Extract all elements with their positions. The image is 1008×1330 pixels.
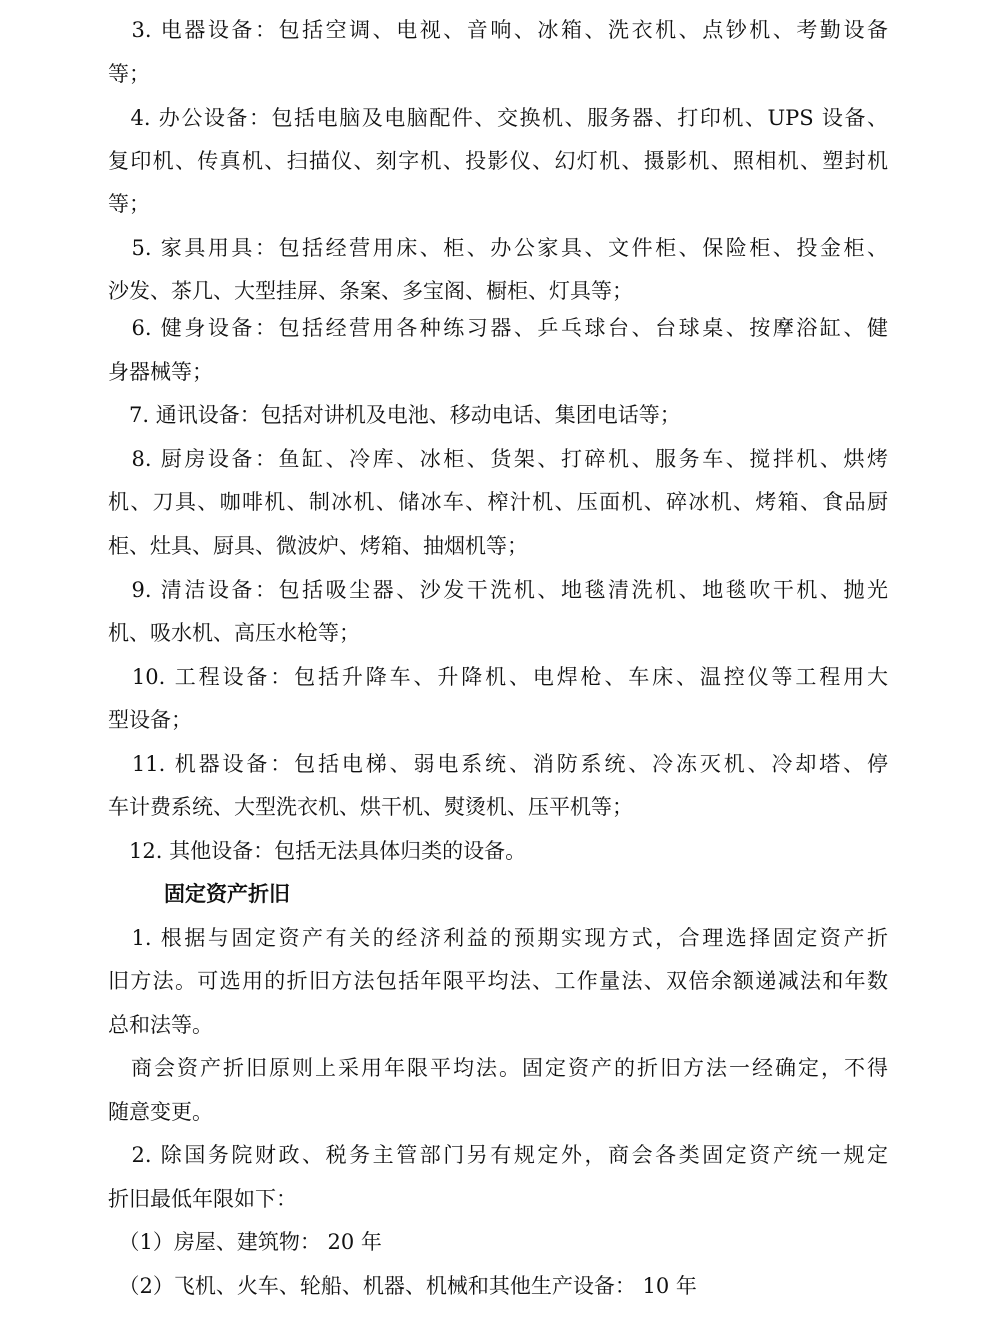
dep-p3-line-2: 折旧最低年限如下：	[108, 1187, 297, 1211]
item-8-line-1: 8. 厨房设备：鱼缸、冷库、冰柜、货架、打碎机、服务车、搅拌机、烘烤	[108, 447, 888, 471]
item-9-line-1: 9. 清洁设备：包括吸尘器、沙发干洗机、地毯清洗机、地毯吹干机、抛光	[108, 578, 888, 602]
item-5-line-2: 沙发、茶几、大型挂屏、条案、多宝阁、橱柜、灯具等；	[108, 279, 633, 303]
section-heading: 固定资产折旧	[164, 882, 290, 906]
item-10-line-2: 型设备；	[108, 708, 192, 732]
item-7-line-1: 7. 通讯设备：包括对讲机及电池、移动电话、集团电话等；	[108, 403, 681, 427]
dep-p2-line-2: 随意变更。	[108, 1100, 213, 1124]
item-5-line-1: 5. 家具用具：包括经营用床、柜、办公家具、文件柜、保险柜、投金柜、	[108, 236, 888, 260]
dep-p1-line-3: 总和法等。	[108, 1013, 213, 1037]
dep-rule-2: （2）飞机、火车、轮船、机器、机械和其他生产设备： 10 年	[108, 1274, 697, 1298]
dep-p1-line-1: 1. 根据与固定资产有关的经济利益的预期实现方式，合理选择固定资产折	[108, 926, 888, 950]
item-8-line-2: 机、刀具、咖啡机、制冰机、储冰车、榨汁机、压面机、碎冰机、烤箱、食品厨	[108, 490, 888, 514]
item-3-line-1: 3. 电器设备：包括空调、电视、音响、冰箱、洗衣机、点钞机、考勤设备	[108, 18, 888, 42]
item-10-line-1: 10. 工程设备：包括升降车、升降机、电焊枪、车床、温控仪等工程用大	[108, 665, 888, 689]
dep-p1-line-2: 旧方法。可选用的折旧方法包括年限平均法、工作量法、双倍余额递减法和年数	[108, 969, 888, 993]
item-8-line-3: 柜、灶具、厨具、微波炉、烤箱、抽烟机等；	[108, 534, 528, 558]
item-4-line-1: 4. 办公设备：包括电脑及电脑配件、交换机、服务器、打印机、UPS 设备、	[108, 106, 888, 130]
item-11-line-1: 11. 机器设备：包括电梯、弱电系统、消防系统、冷冻灭机、冷却塔、停	[108, 752, 888, 776]
dep-rule-1: （1）房屋、建筑物： 20 年	[108, 1230, 382, 1254]
item-4-line-2: 复印机、传真机、扫描仪、刻字机、投影仪、幻灯机、摄影机、照相机、塑封机	[108, 149, 888, 173]
item-4-line-3: 等；	[108, 192, 150, 216]
item-12-line-1: 12. 其他设备：包括无法具体归类的设备。	[108, 839, 527, 863]
item-9-line-2: 机、吸水机、高压水枪等；	[108, 621, 360, 645]
item-6-line-2: 身器械等；	[108, 360, 213, 384]
dep-p2-line-1: 商会资产折旧原则上采用年限平均法。固定资产的折旧方法一经确定，不得	[108, 1056, 888, 1080]
dep-p3-line-1: 2. 除国务院财政、税务主管部门另有规定外，商会各类固定资产统一规定	[108, 1143, 888, 1167]
item-11-line-2: 车计费系统、大型洗衣机、烘干机、熨烫机、压平机等；	[108, 795, 633, 819]
item-6-line-1: 6. 健身设备：包括经营用各种练习器、乒乓球台、台球桌、按摩浴缸、健	[108, 316, 888, 340]
item-3-line-2: 等；	[108, 62, 150, 86]
